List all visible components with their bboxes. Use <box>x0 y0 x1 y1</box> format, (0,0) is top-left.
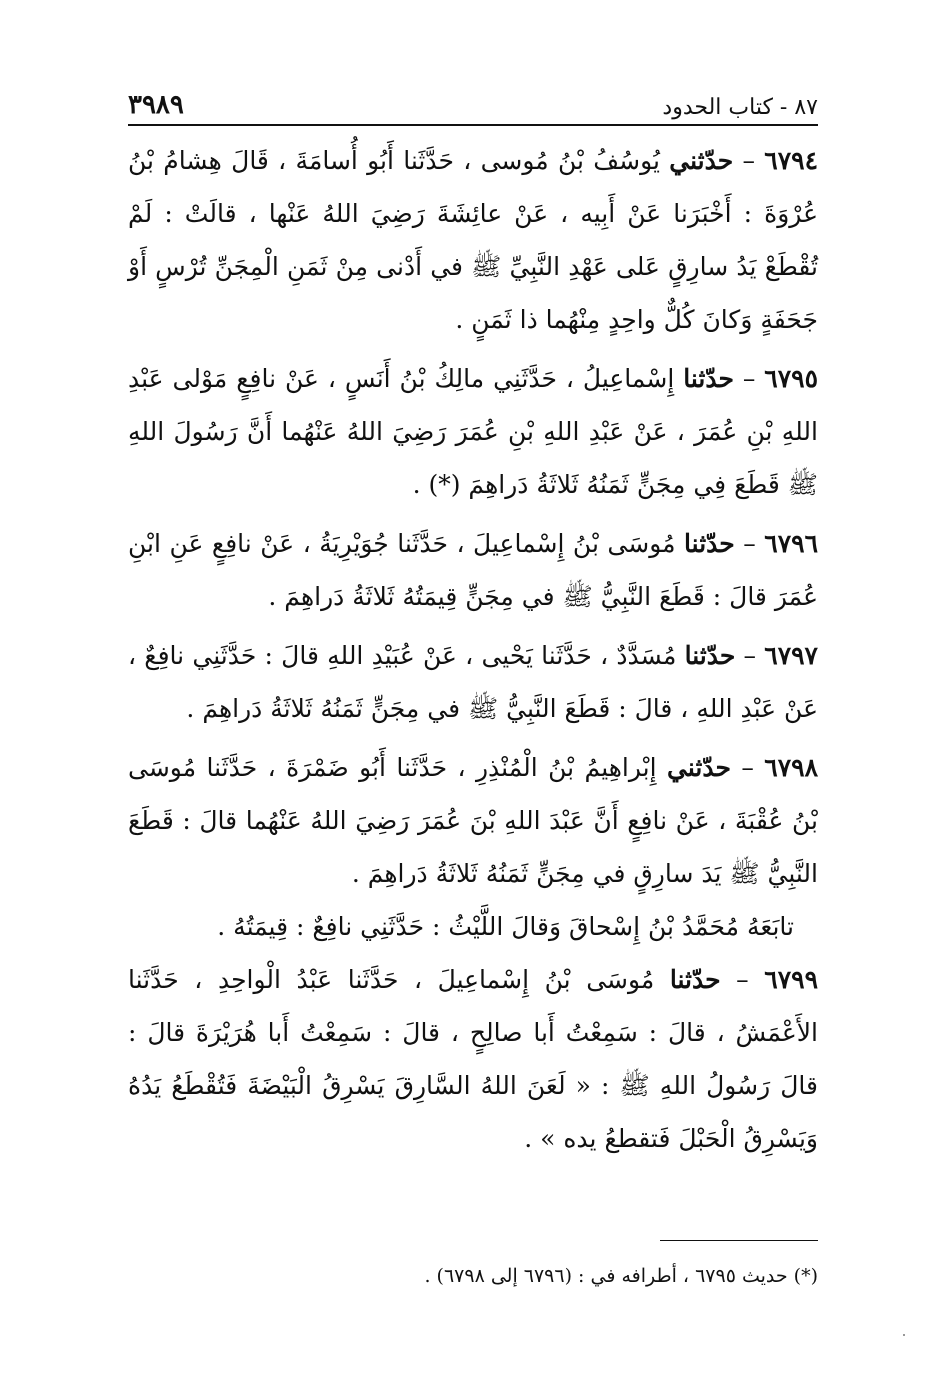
hadith-number: ٦٧٩٨ <box>764 753 819 782</box>
hadith-lead: حدّثنا <box>684 641 736 670</box>
footnote: (*) حديث ٦٧٩٥ ، أطرافه في : (٦٧٩٦ إلى ٦٧٩٨) . <box>424 1265 818 1287</box>
hadith-text: مُوسَى بْنُ إِسْماعِيلَ ، حَدَّثَنا عَبْدُ الْواحِدِ ، حَدَّثَنا الأَعْمَشُ ، قالَ : سَمِعْتُ أَبا صالِحٍ ، قالَ : سَمِعْتُ أَبا هُرَيْرَةَ قالَ : قالَ رَسُولُ اللهِ ﷺ : « لَعَنَ اللهُ السَّارِقَ يَسْرِقُ الْبَيْضَةَ فَتُقْطَعُ يَدُهُ وَيَسْرِقُ الْحَبْلَ فَتقطعُ يده » . <box>128 965 818 1153</box>
footnote-rule <box>660 1240 818 1241</box>
hadith-number: ٦٧٩٤ <box>764 146 818 175</box>
page-header <box>128 80 818 120</box>
hadith-text: يُوسُفُ بْنُ مُوسى ، حَدَّثَنا أَبُو أُسامَةَ ، قَالَ هِشامُ بْنُ عُرْوَةَ : أَخْبَرَنا عَنْ أَبِيه ، عَنْ عائِشَةَ رَضِيَ اللهُ عَنْها ، قالَتْ : لَمْ تُقْطَعْ يَدُ سارِقٍ عَلى عَهْدِ النَّبِيِّ ﷺ في أَدْنى مِنْ ثَمَنِ الْمِجَنِّ تُرْسٍ أَوْ جَحَفَةٍ وَكانَ كُلٌّ واحِدٍ مِنْهُما ذا ثَمَنٍ . <box>128 146 818 334</box>
hadith-6799: ٦٧٩٩ – حدّثنا مُوسَى بْنُ إِسْماعِيلَ ، حَدَّثَنا عَبْدُ الْواحِدِ ، حَدَّثَنا الأَعْمَشُ ، قالَ : سَمِعْتُ أَبا صالِحٍ ، قالَ : سَمِعْتُ أَبا هُرَيْرَةَ قالَ : قالَ رَسُولُ اللهِ ﷺ : « لَعَنَ اللهُ السَّارِقَ يَسْرِقُ الْبَيْضَةَ فَتُقْطَعُ يَدُهُ وَيَسْرِقُ الْحَبْلَ فَتقطعُ يده » . <box>128 965 818 1153</box>
hadith-lead: حدّثني <box>669 146 734 175</box>
hadith-number: ٦٧٩٥ <box>764 364 818 393</box>
header-rule <box>128 124 818 126</box>
hadith-text: مُسَدَّدٌ ، حَدَّثَنا يَحْيى ، عَنْ عُبَيْدِ اللهِ قالَ : حَدَّثَنِي نافِعٌ ، عَنْ عَبْدِ اللهِ ، قالَ : قَطَعَ النَّبِيُّ ﷺ في مِجَنٍّ ثَمَنُهُ ثَلاثَةُ دَراهِمَ . <box>128 641 818 723</box>
hadith-text: إِبْراهِيمُ بْنُ الْمُنْذِرِ ، حَدَّثَنا أَبُو ضَمْرَةَ ، حَدَّثَنا مُوسَى بْنُ عُقْبَةَ ، عَنْ نافِعٍ أَنَّ عَبْدَ اللهِ بْنَ عُمَرَ رَضِيَ اللهُ عَنْهُما قالَ : قَطَعَ النَّبِيُّ ﷺ يَدَ سارِقٍ في مِجَنٍّ ثَمَنُهُ ثَلاثَةُ دَراهِمَ . <box>128 753 818 888</box>
hadith-text: مُوسَى بْنُ إِسْماعِيلَ ، حَدَّثَنا جُوَيْرِيَةُ ، عَنْ نافِعٍ عَنِ ابْنِ عُمَرَ قالَ : قَطَعَ النَّبِيُّ ﷺ في مِجَنٍّ قِيمَتُهُ ثَلاثَةُ دَراهِمَ . <box>128 529 818 611</box>
hadith-number: ٦٧٩٧ <box>764 641 818 670</box>
hadith-6797: ٦٧٩٧ – حدّثنا مُسَدَّدٌ ، حَدَّثَنا يَحْيى ، عَنْ عُبَيْدِ اللهِ قالَ : حَدَّثَنِي نافِعٌ ، عَنْ عَبْدِ اللهِ ، قالَ : قَطَعَ النَّبِيُّ ﷺ في مِجَنٍّ ثَمَنُهُ ثَلاثَةُ دَراهِمَ . <box>128 641 818 723</box>
hadith-number: ٦٧٩٦ <box>764 529 818 558</box>
hadith-6798: ٦٧٩٨ – حدّثني إِبْراهِيمُ بْنُ الْمُنْذِرِ ، حَدَّثَنا أَبُو ضَمْرَةَ ، حَدَّثَنا مُوسَى بْنُ عُقْبَةَ ، عَنْ نافِعٍ أَنَّ عَبْدَ اللهِ بْنَ عُمَرَ رَضِيَ اللهُ عَنْهُما قالَ : قَطَعَ النَّبِيُّ ﷺ يَدَ سارِقٍ في مِجَنٍّ ثَمَنُهُ ثَلاثَةُ دَراهِمَ . <box>128 753 819 888</box>
hadith-6794: ٦٧٩٤ – حدّثني يُوسُفُ بْنُ مُوسى ، حَدَّثَنا أَبُو أُسامَةَ ، قَالَ هِشامُ بْنُ عُرْوَةَ : أَخْبَرَنا عَنْ أَبِيه ، عَنْ عائِشَةَ رَضِيَ اللهُ عَنْها ، قالَتْ : لَمْ تُقْطَعْ يَدُ سارِقٍ عَلى عَهْدِ النَّبِيِّ ﷺ في أَدْنى مِنْ ثَمَنِ الْمِجَنِّ تُرْسٍ أَوْ جَحَفَةٍ وَكانَ كُلٌّ واحِدٍ مِنْهُما ذا ثَمَنٍ . <box>128 146 818 334</box>
hadith-number: ٦٧٩٩ <box>764 965 818 994</box>
hadith-lead: حدّثنا <box>683 364 734 393</box>
page-number: ٣٩٨٩ <box>128 90 184 120</box>
margin-dot <box>903 1334 905 1336</box>
hadith-6798-follow-up: تابَعَهُ مُحَمَّدُ بْنُ إِسْحاقَ وَقالَ اللَّيْثُ : حَدَّثَنِي نافِعٌ : قِيمَتُهُ . <box>217 912 794 941</box>
main-text <box>128 134 818 1165</box>
hadith-6796: ٦٧٩٦ – حدّثنا مُوسَى بْنُ إِسْماعِيلَ ، حَدَّثَنا جُوَيْرِيَةُ ، عَنْ نافِعٍ عَنِ ابْنِ عُمَرَ قالَ : قَطَعَ النَّبِيُّ ﷺ في مِجَنٍّ قِيمَتُهُ ثَلاثَةُ دَراهِمَ . <box>128 529 818 611</box>
hadith-lead: حدّثنا <box>684 529 735 558</box>
hadith-6795: ٦٧٩٥ – حدّثنا إِسْماعِيلُ ، حَدَّثَنِي مالِكُ بْنُ أَنَسٍ ، عَنْ نافِعٍ مَوْلى عَبْدِ اللهِ بْنِ عُمَرَ ، عَنْ عَبْدِ اللهِ بْنِ عُمَرَ رَضِيَ اللهُ عَنْهُما أَنَّ رَسُولَ اللهِ ﷺ قَطَعَ فِي مِجَنٍّ ثَمَنُهُ ثَلاثَةُ دَراهِمَ (*) . <box>128 364 818 499</box>
hadith-lead: حدّثنا <box>669 965 721 994</box>
chapter-title: ٨٧ - كتاب الحدود <box>662 95 818 120</box>
hadith-lead: حدّثني <box>667 753 731 782</box>
hadith-text: إِسْماعِيلُ ، حَدَّثَنِي مالِكُ بْنُ أَنَسٍ ، عَنْ نافِعٍ مَوْلى عَبْدِ اللهِ بْنِ عُمَرَ ، عَنْ عَبْدِ اللهِ بْنِ عُمَرَ رَضِيَ اللهُ عَنْهُما أَنَّ رَسُولَ اللهِ ﷺ قَطَعَ فِي مِجَنٍّ ثَمَنُهُ ثَلاثَةُ دَراهِمَ (*) . <box>128 364 818 499</box>
